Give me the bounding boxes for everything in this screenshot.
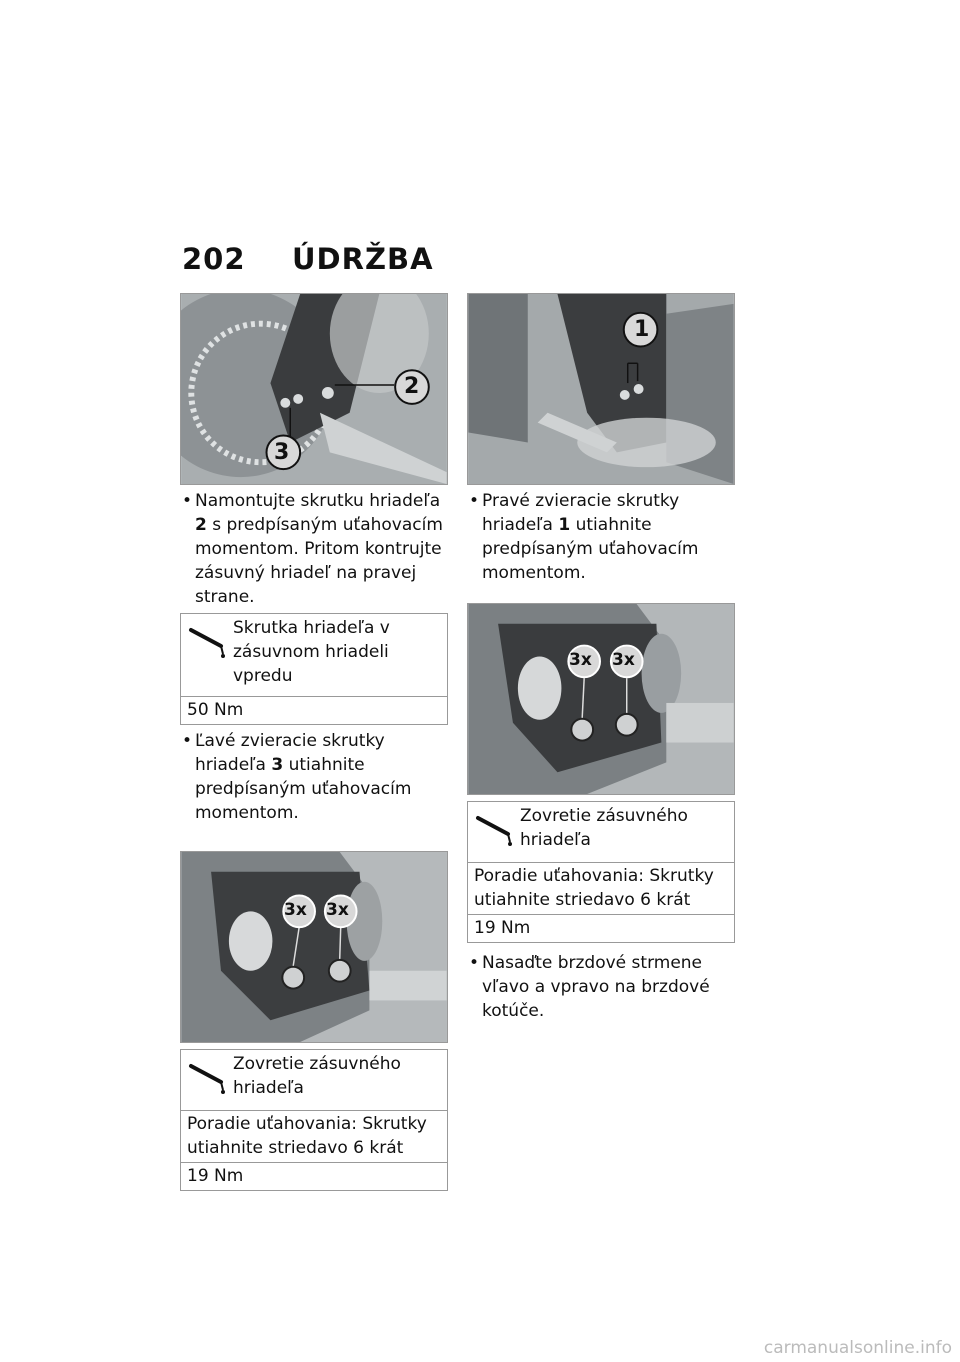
spec-title: Skrutka hriadeľa v zásuvnom hriadeli vpredu [233, 618, 390, 686]
bullet-icon: • [469, 953, 480, 973]
photo-axle-bolt [180, 293, 448, 485]
spec-table-clamp-right [467, 801, 735, 943]
callout-2: 2 [404, 374, 420, 399]
torque-wrench-icon [187, 1060, 231, 1096]
callout-3: 3 [274, 440, 290, 465]
bullet-icon: • [182, 491, 193, 511]
spec-table-clamp-left [180, 1049, 448, 1191]
left-column [180, 293, 450, 1191]
callout-3x-b: 3x [612, 650, 635, 670]
spec-value: 19 Nm [187, 1166, 244, 1186]
watermark: carmanualsonline.info [763, 1338, 952, 1358]
photo-right-clamp-bolts-illustration [468, 294, 734, 484]
page-title: ÚDRŽBA [292, 242, 434, 276]
photo-right-clamp [467, 603, 735, 795]
spec-table-axle-bolt [180, 613, 448, 725]
bullet-icon: • [469, 491, 480, 511]
callout-3x-a: 3x [284, 900, 307, 920]
spec-title: Zovretie zásuvného hriadeľa [520, 806, 688, 850]
right-column [467, 293, 737, 1023]
page-header [182, 242, 434, 276]
step-install-brake-calipers: • Nasaďte brzdové strmene vľavo a vpravo na brzdové kotúče. [469, 953, 710, 1021]
torque-wrench-icon [474, 812, 518, 848]
callout-3x-b: 3x [326, 900, 349, 920]
ref-number: 2 [195, 515, 207, 535]
photo-right-clamp-bolts [467, 293, 735, 485]
spec-note: Poradie uťahovania: Skrutky utiahnite striedavo 6 krát [468, 863, 734, 915]
callout-1: 1 [634, 317, 650, 342]
spec-value: 19 Nm [474, 918, 531, 938]
spec-value: 50 Nm [187, 700, 244, 720]
photo-right-clamp-illustration [468, 604, 734, 794]
step-install-axle-bolt: • Namontujte skrutku hriadeľa 2 s predpísaným uťahovacím momentom. Pritom kontrujte zásuvný hriadeľ na pravej strane. [182, 491, 443, 607]
spec-note: Poradie uťahovania: Skrutky utiahnite striedavo 6 krát [181, 1111, 447, 1163]
spec-title: Zovretie zásuvného hriadeľa [233, 1054, 401, 1098]
page-number: 202 [182, 242, 246, 276]
photo-left-clamp [180, 851, 448, 1043]
bullet-icon: • [182, 731, 193, 751]
callout-3x-a: 3x [569, 650, 592, 670]
step-left-clamp-bolts: • Ľavé zvieracie skrutky hriadeľa 3 utiahnite predpísaným uťahovacím momentom. [182, 731, 412, 823]
ref-number: 1 [558, 515, 571, 535]
torque-wrench-icon [187, 624, 231, 660]
photo-left-clamp-illustration [181, 852, 447, 1042]
step-right-clamp-bolts: • Pravé zvieracie skrutky hriadeľa 1 utiahnite predpísaným uťahovacím momentom. [469, 491, 699, 583]
ref-number: 3 [271, 755, 284, 775]
